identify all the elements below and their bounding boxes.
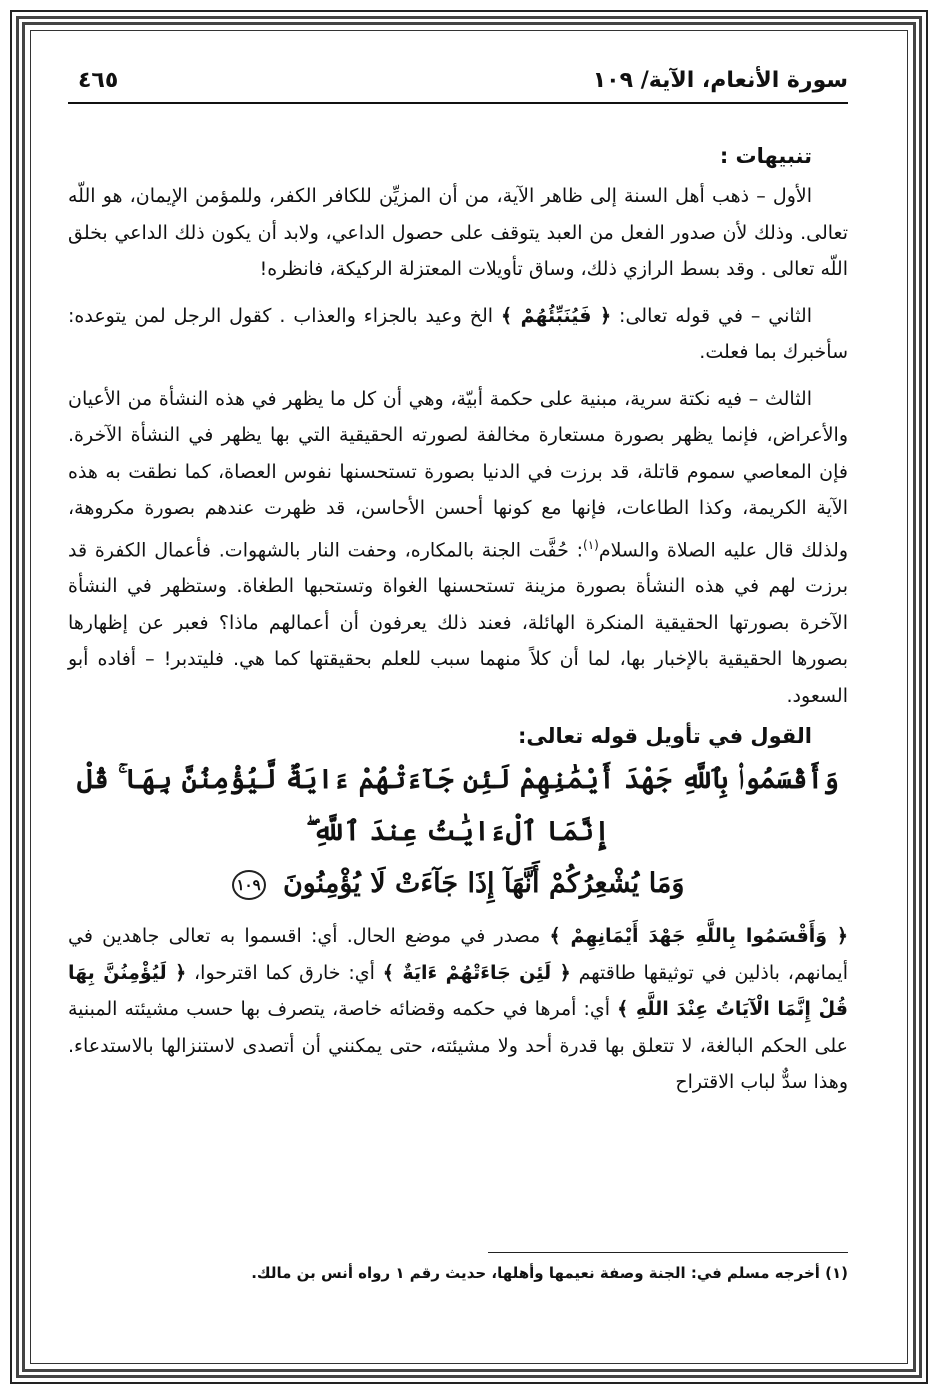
note-first-lead: الأول – ذهب أهل السنة إلى ظاهر الآية، من أن المزيِّن للكافر الكفر، وللمؤمن	[195, 185, 812, 207]
commentary-text: أي: خارق كما اقترحوا،	[194, 961, 375, 984]
footnote-reference[interactable]: (١)	[583, 537, 599, 552]
tanbihat-heading: تنبيهات :	[719, 144, 812, 168]
footnote-divider	[488, 1252, 848, 1253]
note-second-text: الخ وعيد بالجزاء والعذاب . كقول الرجل لمن يتوعده: سأخبرك بما فعلت.	[68, 304, 848, 363]
note-third-lead: الثالث – فيه نكتة سرية، مبنية على حكمة أبيّة، وهي أن كل ما يظهر في هذه	[215, 387, 812, 410]
quran-quote: ﴿ لَئِن جَاءَتْهُمْ ءَايَةٌ ﴾	[382, 961, 571, 984]
surah-title: سورة الأنعام، الآية/ ١٠٩	[592, 68, 848, 93]
footnote: (١) أخرجه مسلم في: الجنة وصفة نعيمها وأهلها، حديث رقم ١ رواه أنس بن مالك.	[251, 1264, 848, 1282]
note-second	[68, 298, 848, 371]
verse-line-2-text: وَمَا يُشْعِرُكُمْ أَنَّهَآ إِذَا جَآءَتْ لَا يُؤْمِنُونَ	[282, 868, 685, 900]
verse-number-marker: ١٠٩	[232, 870, 266, 900]
running-head	[68, 60, 848, 104]
note-third-text-2: : حُفَّت الجنة بالمكاره، وحفت النار بالشهوات. فأعمال الكفرة قد برزت لهم في هذه النشأة بصورة مزينة تستحسنها الغواة وتستحبها الطغاة. وستظهر في النشأة الآخرة بصورتها الحقيقية المنكرة الهائلة، فعند ذلك يعرفون أن أعمالهم ماذا؟ فعبر عن إظهارها بصورها الحقيقية بالإخبار بها، لما أن كلاً منهما سبب للعلم بحقيقتها كما هي. فليتدبر! – أفاده أبو السعود.	[68, 538, 848, 707]
verse-line-1: وَأَقْسَمُوا۟ بِٱللَّهِ جَهْدَ أَيْمَٰنِهِمْ لَئِن جَآءَتْهُمْ ءَايَةٌ لَّيُؤْمِنُنَّ بِهَا ۚ قُلْ إِنَّمَا ٱلْءَايَٰتُ عِندَ ٱللَّهِ ۖ	[77, 764, 839, 848]
note-third-text-1: النشأة من الأعيان والأعراض، فإنما يظهر بصورة مستعارة مخالفة لصورته الحقيقية التي بها يظهر في النشأة الآخرة. فإن المعاصي سموم قاتلة، قد برزت في الدنيا بصورة تستحسنها نفوس العصاة، كما نطقت به هذه الآية الكريمة، وكذا الطاعات، فإنها مع كونها أحسن الأحاسن، قد ظهرت عندهم بصورة مكروهة، ولذلك قال عليه الصلاة والسلام	[68, 387, 849, 561]
verse-block	[68, 754, 848, 910]
quran-quote: ﴿ لَيُؤْمِنُنَّ بِهَا قُلْ إِنَّمَا الْآيَاتُ عِنْدَ اللَّهِ ﴾	[68, 961, 848, 1021]
tawil-heading: القول في تأويل قوله تعالى:	[518, 724, 812, 749]
verse-line-2	[68, 858, 848, 910]
book-page	[68, 60, 848, 1350]
quran-quote: ﴿ فَيُنَبِّئُهُمْ ﴾	[500, 304, 612, 327]
commentary-text: أي: أمرها في حكمه وقضائه خاصة، يتصرف بها حسب مشيئته المبنية على الحكم البالغة، لا تتعلق بها قدرة أحد ولا مشيئته، حتى يمكنني أن أتصدى لاستنزالها بالاستدعاء. وهذا سدٌّ لباب الاقتراح	[68, 998, 848, 1094]
note-first-text: الإيمان، هو اللّه تعالى. وذلك لأن صدور الفعل من العبد يتوقف على حصول الداعي، ولابد أن يكون ذلك الداعي بخلق اللّه تعالى . وقد بسط الرازي ذلك، وساق تأويلات المعتزلة الركيكة، فانظره!	[68, 185, 848, 280]
note-first	[68, 178, 848, 288]
note-third	[68, 381, 848, 715]
commentary-text: مصدر في موضع الحال. أي: اقسموا به تعالى جاهدين في أيمانهم، باذلين في توثيقها طاقتهم	[68, 925, 848, 984]
quran-quote: ﴿ وَأَقْسَمُوا بِاللَّهِ جَهْدَ أَيْمَانِهِمْ ﴾	[549, 925, 848, 948]
note-second-lead: الثاني – في قوله تعالى:	[619, 304, 813, 327]
tafsir-commentary	[68, 918, 848, 1101]
page-number: ٤٦٥	[78, 68, 119, 93]
